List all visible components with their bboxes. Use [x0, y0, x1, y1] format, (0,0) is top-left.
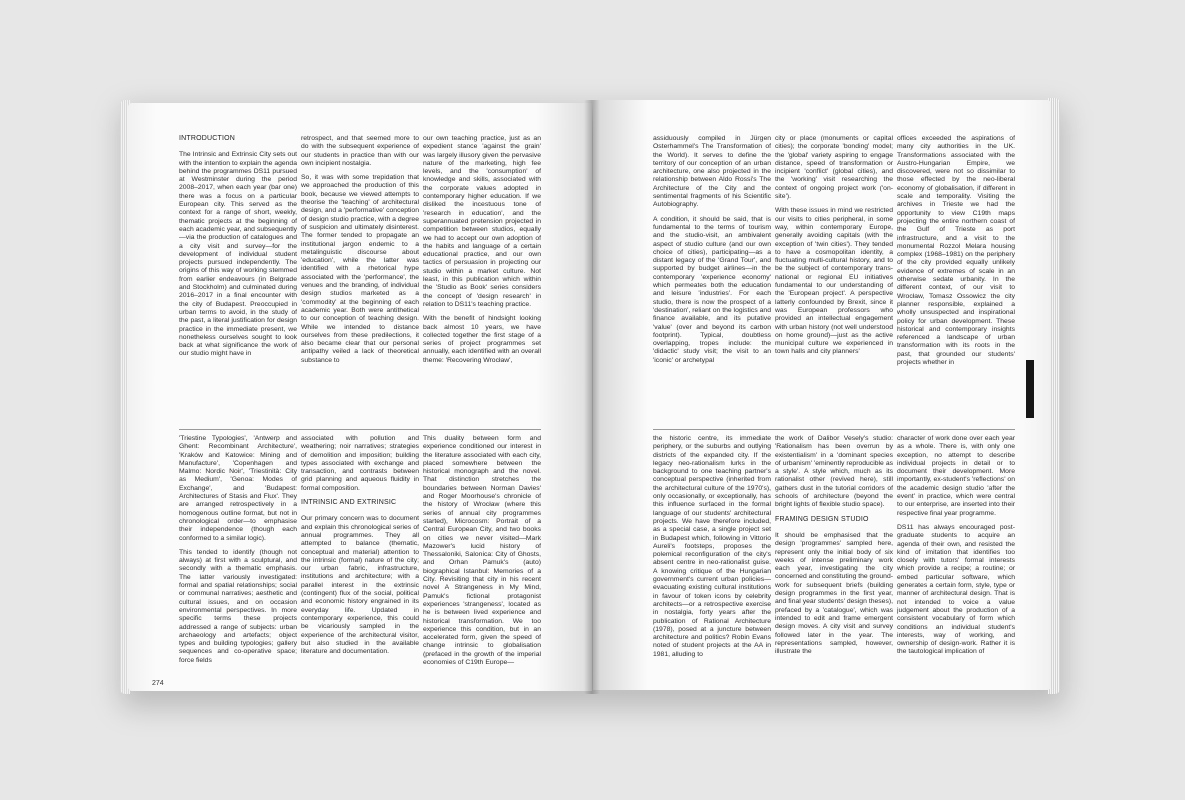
paragraph: character of work done over each year as a whole. There is, with only one exception, no attempt to describe individual projects in detail or to document their development. More importantly, ex-student's 'reflections' on the academic design studio 'after the event' in practice, which were central to our enterprise, are inserted into their respective final year programme.	[897, 435, 1015, 517]
section-divider	[179, 429, 541, 430]
left-bottom-col-1	[179, 435, 297, 683]
book-gutter	[584, 100, 600, 694]
left-bottom-col-2	[301, 435, 419, 683]
section-divider	[653, 429, 1015, 430]
paragraph: DS11 has always encouraged post-graduate students to acquire an agenda of their own, and resisted the kind of imitation that identifies too closely with tutors' formal interests which provide a recipe; a routine; or embed particular software, which generates a certain form, style, type or manner of architectural design. That is not intended to voice a value judgement about the production of a consistent vocabulary of form which conditions an individual student's interests, way of working, and ownership of design-work. Rather it is the tautological implication of	[897, 523, 1015, 656]
right-bottom-col-1	[653, 435, 771, 683]
right-bottom-col-2	[775, 435, 893, 683]
paragraph: So, it was with some trepidation that we approached the production of this book, because we viewed attempts to theorise the 'teaching' of architectural design, and a 'performative' conception of design studio practice, with a degree of suspicion and ultimately disinterest. The former tended to propagate an institutional jargon endemic to a metalinguistic discourse about 'education', while the latter was identified with a rhetorical hype associated with the 'performance', the venues and the branding, of individual design studios marketed as a 'commodity' at the beginning of each academic year. Both were antithetical to our conception of teaching design. While we intended to distance ourselves from these predilections, it also became clear that our personal antipathy veiled a lack of theoretical substance to	[301, 174, 419, 364]
paragraph: 'Triestine Typologies', 'Antwerp and Ghent: Recombinant Architecture', 'Kraków and Katowice: Mining and Manufacture', 'Copenhagen and Malmo: Nordic Noir', 'Triestinità: City as Medium', 'Genoa: Modes of Exchange', and 'Budapest: Architectures of Stasis and Flux'. They are arranged retrospectively in a homogenous outline format, but not in chronological order—to emphasise their independence (though each conformed to a similar logic).	[179, 435, 297, 542]
paragraph: With these issues in mind we restricted our visits to cities peripheral, in some way, within contemporary Europe, generally avoiding capitals (with the exception of 'twin cities'). They tended to have a cosmopolitan identity, a fluctuating multi-cultural history, and to be the subject of contemporary trans-national or regional EU initiatives fundamental to our understanding of the 'European project'. A perspective latterly confounded by Brexit, since it was European professors who provided an intellectual engagement with urban history (not well understood on home ground)—just as the active municipal culture we experienced in town halls and city planners'	[775, 207, 893, 356]
section-heading: INTRINSIC AND EXTRINSIC	[301, 499, 397, 507]
left-page	[128, 103, 592, 691]
paragraph: city or place (monuments or capital cities); the corporate 'bonding' model; the 'global' variety aspiring to engage distance, speed of transformation or incipient 'conflict' (global cities), and the 'working' visit researching the context of ongoing project work ('on-site').	[775, 135, 893, 201]
paragraph: This duality between form and experience conditioned our interest in the literature associated with each city, placed somewhere between the historical monograph and the novel. That distinction stretches the boundaries between Norman Davies' and Roger Moorhouse's chronicle of the history of Wrocław (where this series of annual city programmes started), Microcosm: Portrait of a Central European City, and two books on cities we never visited—Mark Mazower's lucid history of Thessaloniki, Salonica: City of Ghosts, and Orhan Pamuk's (auto) biographical Istanbul: Memories of a City. Revisiting that city in his recent novel A Strangeness in My Mind, Pamuk's fictional protagonist experiences 'strangeness', located as he is between lived experience and historical transformation. We too experience this condition, but in an accelerated form, given the speed of change intrinsic to globalisation (prefaced in the growth of the imperial economies of C19th Europe—	[423, 435, 541, 667]
paragraph: A condition, it should be said, that is fundamental to the terms of tourism and the studio-visit, an ambivalent aspect of studio culture (and our own choice of cities), participating—as a distant legacy of the 'Grand Tour', and supported by budget airlines—in the contemporary 'experience economy' which permeates both the education and leisure 'industries'. For each studio, there is now the prospect of a 'destination', reliant on the logistics and finance available, and its putative 'value' (over and beyond its carbon footprint). Typical, doubtless overlapping, tropes include: the 'didactic' study visit; the visit to an 'iconic' or archetypal	[653, 215, 771, 364]
left-top-col-3	[423, 135, 541, 390]
left-top-col-1	[179, 135, 297, 390]
paragraph: assiduously compiled in Jürgen Osterhammel's The Transformation of the World). It serves to define the territory of our conception of an urban architecture, one also projected in the relationship between Aldo Rossi's The Architecture of the City and the sentimental fragments of his Scientific Autobiography.	[653, 135, 771, 209]
page-number: 274	[152, 680, 164, 687]
paragraph: the historic centre, its immediate periphery, or the suburbs and outlying districts of the expanded city. If the legacy neo-rationalism lurks in the background to one teaching partner's conceptual perspective (inherited from the architectural culture of the 1970's), only occasionally, or exceptionally, has this influence surfaced in the formal language of our students' architectural projects. We have therefore included, as a special case, a single project set in Budapest which, following in Vittorio Aureli's footsteps, proposes the polemical reconfiguration of the city's absent centre in neo-rationalist guise. A knowing critique of the Hungarian government's current urban policies—evacuating existing cultural institutions in favour of token icons by celebrity architects—or a retrospective exercise in nostalgia, forty years after the publication of Rational Architecture (1978), posed at a juncture between architecture and politics? Robin Evans noted of student projects at the AA in 1981, alluding to	[653, 435, 771, 658]
paragraph: It should be emphasised that the design 'programmes' sampled here, represent only the initial body of six weeks of intense preliminary work each year, investigating the city concerned and constituting the ground-work for subsequent briefs (building design programmes in the first year, and final year students' design theses), prefaced by a 'catalogue', which was intended to edit and frame emergent design moves. A city visit and survey followed later in the year. The representations sampled, however, illustrate the	[775, 531, 893, 656]
right-page	[593, 100, 1051, 690]
paragraph: retrospect, and that seemed more to do with the subsequent experience of our students in practice than with our own incipient nostalgia.	[301, 135, 419, 167]
section-tab-marker	[1026, 360, 1034, 418]
paragraph: This tended to identify (though not always) at first with a sculptural, and secondly with a thematic emphasis. The latter variously investigated: formal and spatial relationships; social or communal narratives; aesthetic and cultural issues, and on occasion environmental perspectives. In more specific terms these projects addressed a range of subjects: urban archaeology and artefacts; object types and building typologies; gallery sequences and co-operative space; force fields	[179, 548, 297, 664]
section-heading: FRAMING DESIGN STUDIO	[775, 515, 869, 523]
paragraph: The Intrinsic and Extrinsic City sets out with the intention to explain the agenda behind the programmes DS11 pursued at Westminster during the period 2008–2017, when each year (bar one) there was a focus on a particular European city. This served as the context for a range of short, weekly, thematic projects at the beginning of each academic year, and subsequently—via the production of catalogues and a city visit and survey—for the development of individual student projects pursued independently. The origins of this way of working stemmed from earlier endeavours (in Belgrade and Stockholm) and culminated during 2016–2017 in a final encounter with the city of Budapest. Preoccupied in urban terms to avoid, in the study of the past, a literal justification for design practice in the immediate present, we nonetheless ourselves sought to look back at what significance the work of our studio might have in	[179, 151, 297, 358]
paragraph: offices exceeded the aspirations of many city authorities in the UK. Transformations associated with the Austro-Hungarian Empire, we discovered, were not so dissimilar to those effected by the neo-liberal economy of globalisation, if different in scale and temporality. Visiting the archives in Trieste we had the opportunity to view C19th maps projecting the entire northern coast of the Gulf of Trieste as port infrastructure, and a visit to the monumental Rozzol Melara housing complex (1968–1981) on the periphery of the city provided equally unlikely evidence of extremes of scale in an otherwise sedate urbanity. In the different context, of our visit to Wrocław, Tomasz Ossowicz the city planner responsible, explained a wholly unsuspected and inspirational policy for urban development. These historical and contemporary insights referenced a landscape of urban transformation with its roots in the past, that grounded our students' projects whether in	[897, 135, 1015, 367]
paragraph: the work of Dalibor Vesely's studio: 'Rationalism has been overrun by existentialism' in a 'dominant species of urbanism' 'eminently reproducible as a style'. A style which, much as its rationalist other (revived here), still gathers dust in the tutorial corridors of schools of architecture (beyond the bright lights of flexible studio space).	[775, 435, 893, 509]
paragraph: associated with pollution and weathering; noir narratives; strategies of demolition and imposition; building types associated with exchange and transaction, and contrasts between grid planning and aqueous fluidity in formal composition.	[301, 435, 419, 492]
left-top-col-2	[301, 135, 419, 390]
left-bottom-col-3	[423, 435, 541, 683]
right-top-col-1	[653, 135, 771, 390]
paragraph: With the benefit of hindsight looking back almost 10 years, we have collected together the first stage of a series of project programmes set annually, each identified with an overall theme: 'Recovering Wrocław',	[423, 315, 541, 364]
right-top-col-3	[897, 135, 1015, 390]
paragraph: our own teaching practice, just as an expedient stance 'against the grain' was largely illusory given the pervasive nature of the marketing, high fee levels, and the 'consumption' of knowledge and skills, associated with the corporate values adopted in contemporary higher education. If we disliked the incestuous tone of 'research in education', and the superannuated pretension projected in competition between studios, equally we had to accept our own adoption of the habits and language of a certain educational practice, and our own tactics of persuasion in projecting our studio within a market culture. Not least, in this publication which within the 'Studio as Book' series considers the concept of 'design research' in relation to DS11's teaching practice.	[423, 135, 541, 308]
right-bottom-col-3	[897, 435, 1015, 683]
right-top-col-2	[775, 135, 893, 390]
paragraph: Our primary concern was to document and explain this chronological series of annual programmes. They all attempted to balance (thematic, conceptual and material) attention to the intrinsic (formal) nature of the city; our urban fabric, infrastructure, institutions and architecture; with a parallel interest in the extrinsic (contingent) flux of the social, political and economic history engrained in its everyday life. Updated in contemporary experience, this could be vicariously sampled in the experience of the architectural visitor, but also studied in the available literature and documentation.	[301, 515, 419, 656]
section-heading: INTRODUCTION	[179, 135, 236, 142]
